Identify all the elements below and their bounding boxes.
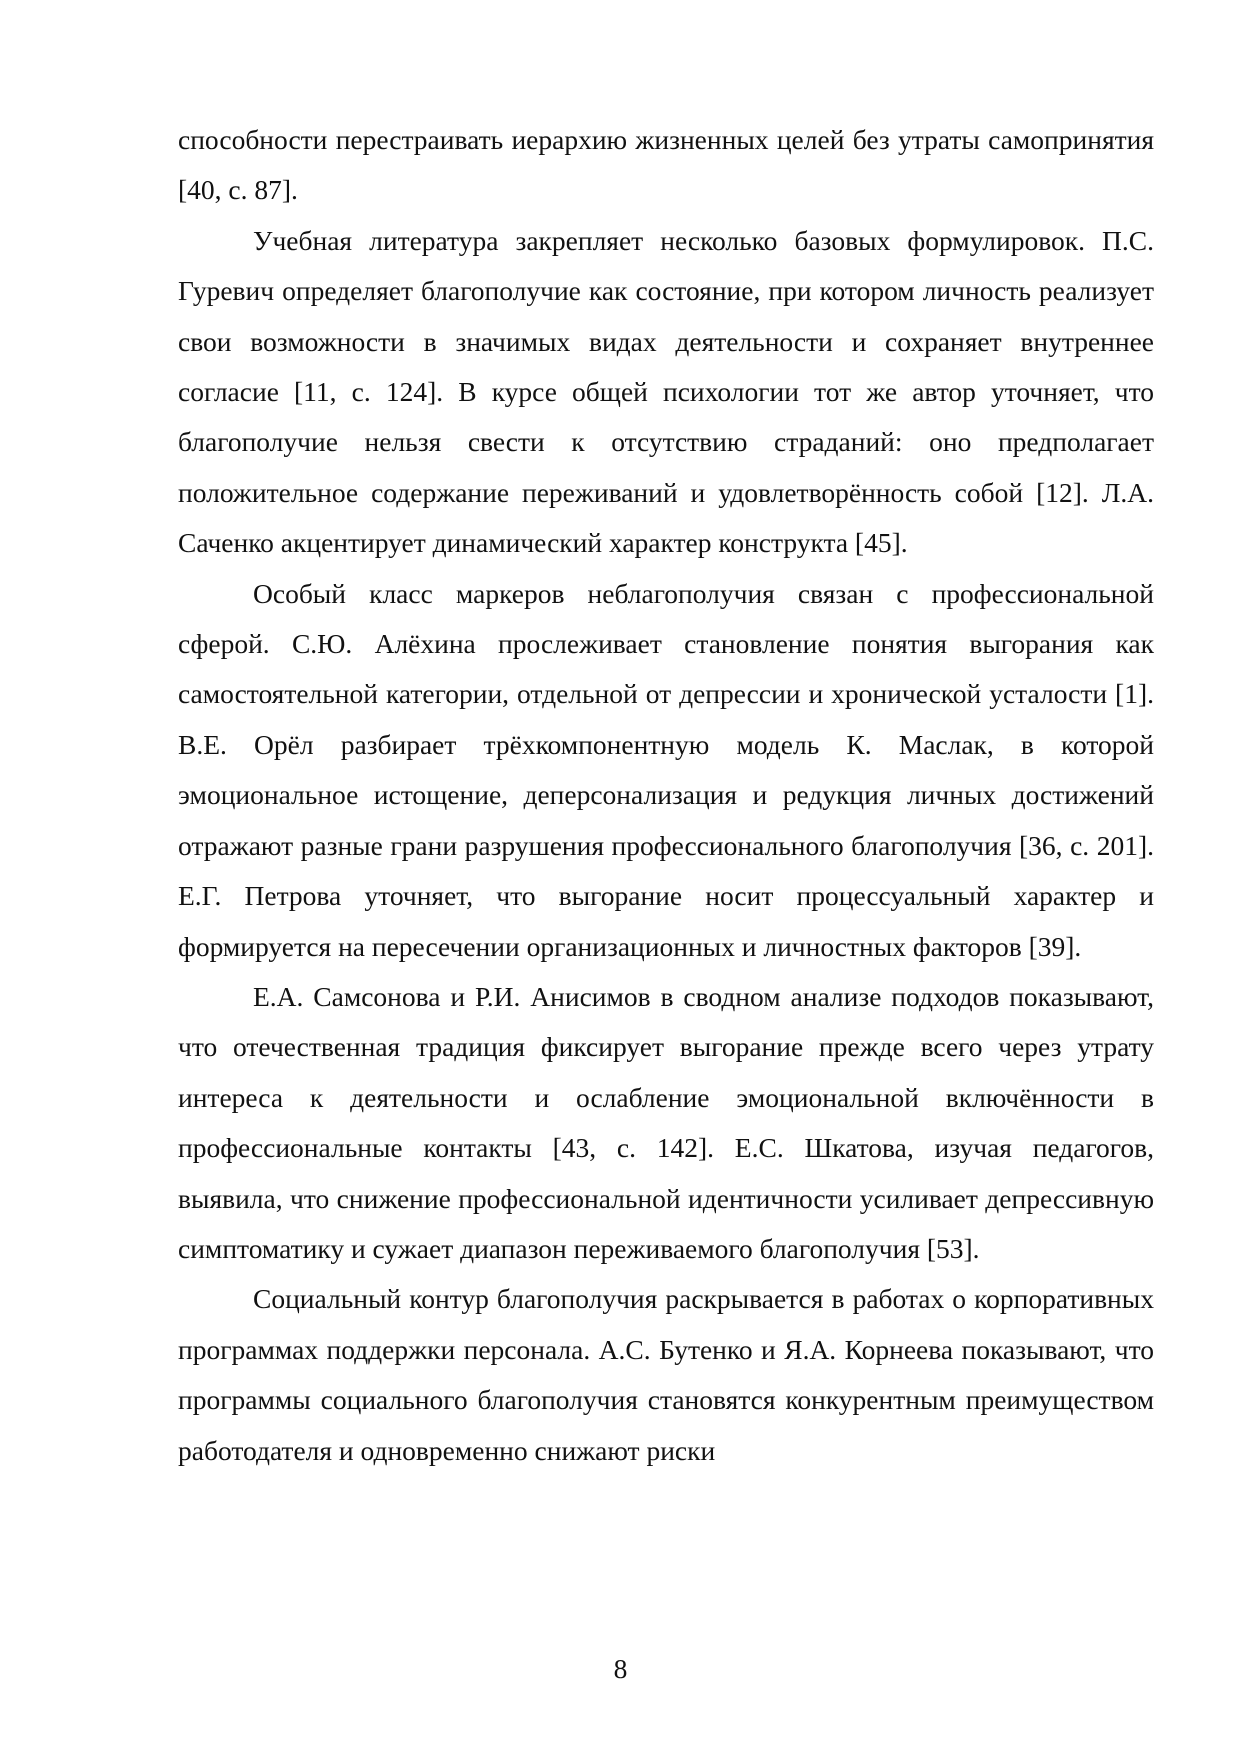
paragraph-continuation: способности перестраивать иерархию жизненных целей без утраты самопринятия [40, с. 87]. [178, 124, 1154, 206]
body-text [178, 115, 1154, 1476]
paragraph-burnout-analysis: Е.А. Самсонова и Р.И. Анисимов в сводном анализе подходов показывают, что отечественная традиция фиксирует выгорание прежде всего через утрату интереса к деятельности и ослабление эмоциональной включённости в профессиональные контакты [43, с. 142]. Е.С. Шкатова, изучая педагогов, выявила, что снижение профессиональной идентичности усиливает депрессивную симптоматику и сужает диапазон переживаемого благополучия [53]. [178, 980, 1154, 1264]
paragraph-textbook-definitions: Учебная литература закрепляет несколько базовых формулировок. П.С. Гуревич определяет благополучие как состояние, при котором личность реализует свои возможности в значимых видах деятельности и сохраняет внутреннее согласие [11, с. 124]. В курсе общей психологии тот же автор уточняет, что благополучие нельзя свести к отсутствию страданий: оно предполагает положительное содержание переживаний и удовлетворённость собой [12]. Л.А. Саченко акцентирует динамический характер конструкта [45]. [178, 224, 1154, 559]
paragraph-social-wellbeing: Социальный контур благополучия раскрывается в работах о корпоративных программах поддержки персонала. А.С. Бутенко и Я.А. Корнеева показывают, что программы социального благополучия становятся конкурентным преимуществом работодателя и одновременно снижают риски [178, 1283, 1154, 1466]
page-number: 8 [613, 1653, 628, 1684]
paragraph-burnout-markers: Особый класс маркеров неблагополучия связан с профессиональной сферой. С.Ю. Алёхина прослеживает становление понятия выгорания как самостоятельной категории, отдельной от депрессии и хронической усталости [1]. В.Е. Орёл разбирает трёхкомпонентную модель К. Маслак, в которой эмоциональное истощение, деперсонализация и редукция личных достижений отражают разные грани разрушения профессионального благополучия [36, с. 201]. Е.Г. Петрова уточняет, что выгорание носит процессуальный характер и формируется на пересечении организационных и личностных факторов [39]. [178, 577, 1154, 962]
